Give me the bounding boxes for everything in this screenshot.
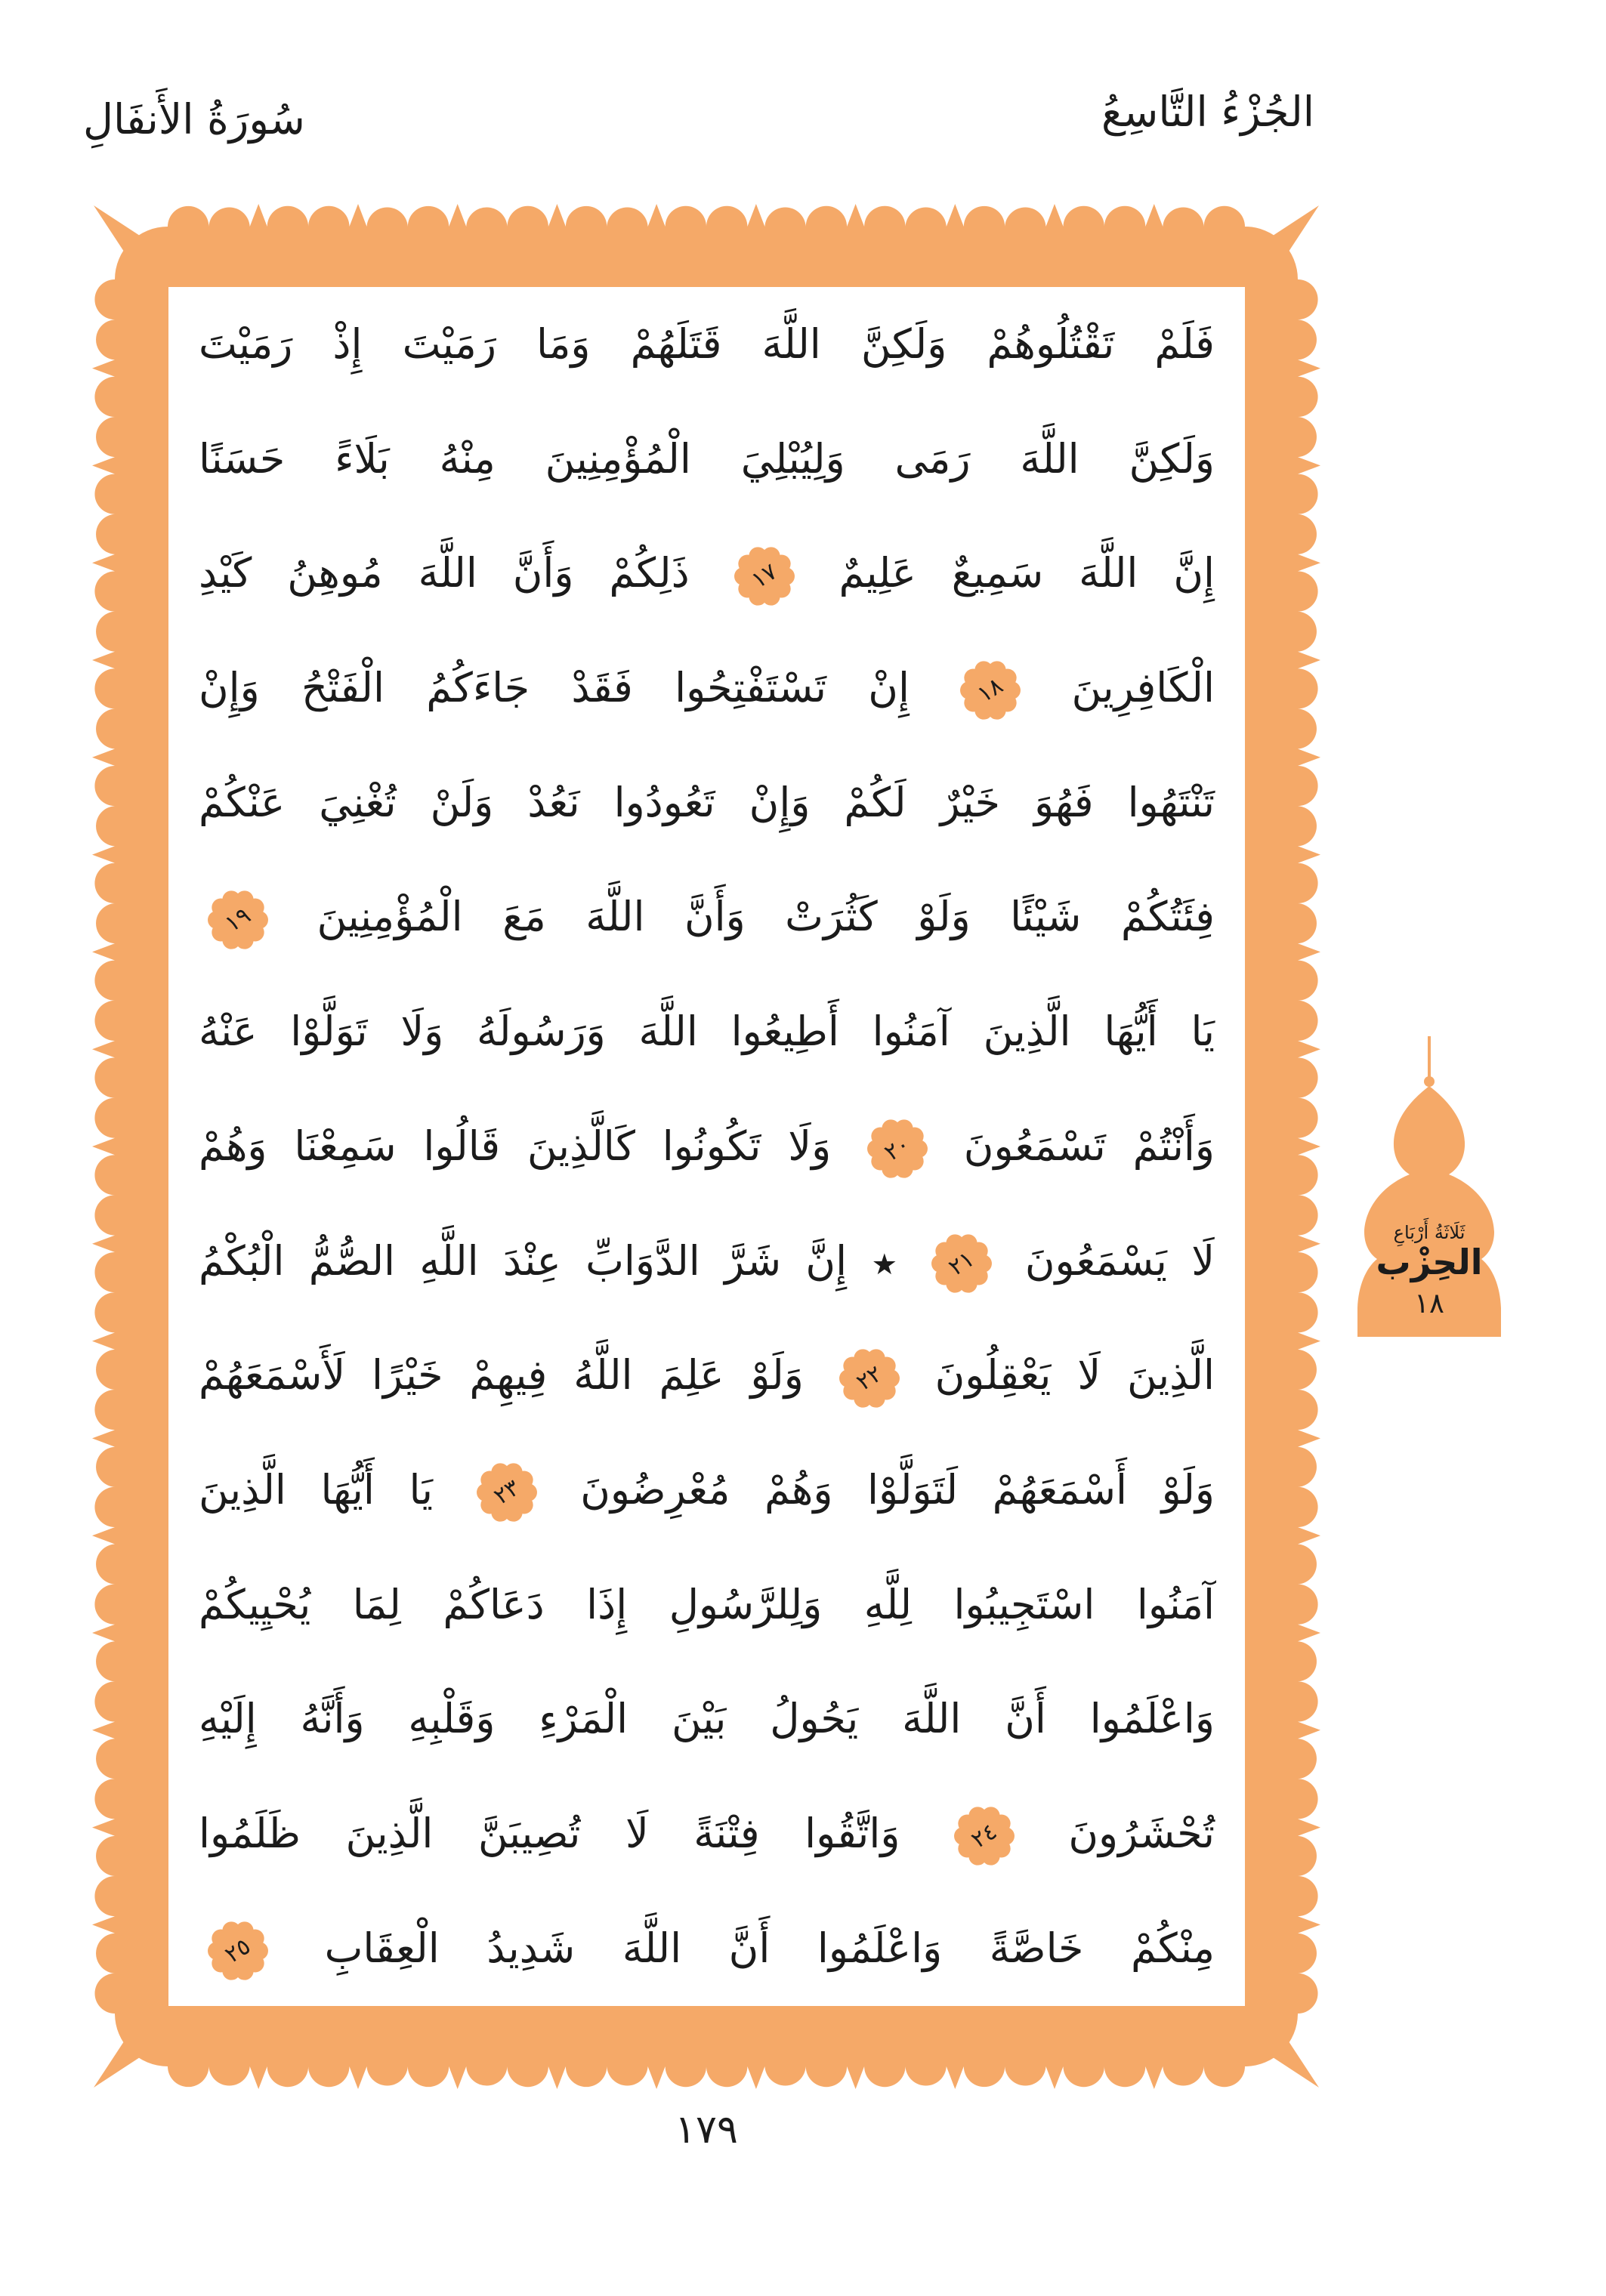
quran-text-segment: إِنَّ شَرَّ الدَّوَابِّ عِنْدَ اللَّهِ الصُّمُّ الْبُكْمُ bbox=[199, 1236, 872, 1285]
quran-text-segment: إِنَّ اللَّهَ سَمِيعٌ عَلِيمٌ bbox=[803, 549, 1215, 597]
quran-line-7 bbox=[168, 974, 1245, 1089]
ayah-number: ١٩ bbox=[220, 902, 256, 938]
rub-el-hizb-icon: ٭ bbox=[871, 1235, 898, 1291]
ayah-number: ١٧ bbox=[746, 558, 782, 594]
quran-line-3 bbox=[168, 516, 1245, 631]
quran-line-1 bbox=[168, 287, 1245, 402]
quran-text-segment: تَنْتَهُوا فَهُوَ خَيْرٌ لَكُمْ وَإِنْ تَعُودُوا نَعُدْ وَلَنْ تُغْنِيَ عَنْكُمْ bbox=[199, 778, 1215, 826]
quran-text-segment: لَا يَسْمَعُونَ bbox=[1000, 1236, 1215, 1285]
ayah-number-badge bbox=[203, 885, 273, 955]
quran-text-segment: يَا أَيُّهَا الَّذِينَ bbox=[199, 1465, 468, 1514]
quran-text-segment: مِنْكُمْ خَاصَّةً وَاعْلَمُوا أَنَّ اللَّهَ شَدِيدُ الْعِقَابِ bbox=[277, 1924, 1215, 1972]
quran-text-segment: فِئَتُكُمْ شَيْئًا وَلَوْ كَثُرَتْ وَأَنَّ اللَّهَ مَعَ الْمُؤْمِنِينَ bbox=[277, 893, 1215, 941]
ayah-number-badge bbox=[730, 542, 799, 611]
quran-line-11 bbox=[168, 1433, 1245, 1548]
ayah-number: ١٨ bbox=[973, 672, 1008, 708]
ayah-number: ٢١ bbox=[944, 1245, 979, 1282]
quran-text-block bbox=[168, 287, 1245, 2006]
ayah-number-badge bbox=[863, 1114, 932, 1183]
ayah-number: ٢٤ bbox=[966, 1818, 1002, 1854]
juz-name-header: الجُزْءُ التَّاسِعُ bbox=[1101, 88, 1314, 136]
quran-text-segment: وَلَوْ عَلِمَ اللَّهُ فِيهِمْ خَيْرًا لَأَسْمَعَهُمْ bbox=[199, 1351, 830, 1400]
quran-line-15 bbox=[168, 1891, 1245, 2006]
page-number: ١٧٩ bbox=[675, 2107, 738, 2152]
quran-text-segment: الَّذِينَ لَا يَعْقِلُونَ bbox=[908, 1351, 1215, 1400]
hizb-number: ١٨ bbox=[1414, 1287, 1444, 1319]
quran-text-segment: تُحْشَرُونَ bbox=[1023, 1809, 1215, 1857]
ayah-number-badge bbox=[203, 1916, 273, 1986]
quran-line-13 bbox=[168, 1662, 1245, 1776]
quran-text-segment: وَلَكِنَّ اللَّهَ رَمَى وَلِيُبْلِيَ الْمُؤْمِنِينَ مِنْهُ بَلَاءً حَسَنًا bbox=[199, 434, 1215, 483]
hizb-fraction: ثَلَاثَةُ أَرْبَاعِ bbox=[1393, 1222, 1465, 1243]
quran-line-6 bbox=[168, 859, 1245, 974]
quran-line-8 bbox=[168, 1089, 1245, 1204]
ayah-number-badge bbox=[956, 656, 1025, 725]
quran-text-segment: وَاعْلَمُوا أَنَّ اللَّهَ يَحُولُ بَيْنَ الْمَرْءِ وَقَلْبِهِ وَأَنَّهُ إِلَيْهِ bbox=[199, 1695, 1215, 1743]
quran-line-9 bbox=[168, 1204, 1245, 1319]
quran-text-segment: وَلَا تَكُونُوا كَالَّذِينَ قَالُوا سَمِعْنَا وَهُمْ bbox=[199, 1122, 858, 1170]
quran-line-5 bbox=[168, 745, 1245, 860]
ayah-number-badge bbox=[950, 1801, 1019, 1871]
hizb-marker bbox=[1354, 1036, 1504, 1340]
quran-line-10 bbox=[168, 1318, 1245, 1433]
surah-name-header: سُورَةُ الأَنفَالِ bbox=[83, 95, 305, 144]
quran-text-segment: ذَلِكُمْ وَأَنَّ اللَّهَ مُوهِنُ كَيْدِ bbox=[199, 549, 725, 597]
ayah-number: ٢٥ bbox=[220, 1933, 256, 1969]
quran-line-2 bbox=[168, 402, 1245, 517]
ayah-number: ٢٠ bbox=[879, 1131, 916, 1167]
quran-text-segment: إِنْ تَسْتَفْتِحُوا فَقَدْ جَاءَكُمُ الْفَتْحُ وَإِنْ bbox=[199, 664, 952, 712]
quran-text-segment: آمَنُوا اسْتَجِيبُوا لِلَّهِ وَلِلرَّسُولِ إِذَا دَعَاكُمْ لِمَا يُحْيِيكُمْ bbox=[199, 1580, 1215, 1628]
quran-text-segment: الْكَافِرِينَ bbox=[1030, 664, 1215, 712]
ayah-number-badge bbox=[835, 1344, 904, 1413]
quran-text-segment bbox=[897, 1237, 922, 1285]
quran-line-12 bbox=[168, 1548, 1245, 1662]
ayah-number-badge bbox=[472, 1458, 542, 1527]
quran-line-4 bbox=[168, 631, 1245, 745]
quran-text-segment: يَا أَيُّهَا الَّذِينَ آمَنُوا أَطِيعُوا اللَّهَ وَرَسُولَهُ وَلَا تَوَلَّوْا عَنْهُ bbox=[199, 1008, 1215, 1056]
ayah-number: ٢٣ bbox=[489, 1474, 524, 1511]
quran-text-segment: وَلَوْ أَسْمَعَهُمْ لَتَوَلَّوْا وَهُمْ مُعْرِضُونَ bbox=[545, 1465, 1215, 1514]
quran-text-segment: فَلَمْ تَقْتُلُوهُمْ وَلَكِنَّ اللَّهَ قَتَلَهُمْ وَمَا رَمَيْتَ إِذْ رَمَيْتَ bbox=[199, 320, 1215, 368]
quran-text-segment: وَأَنْتُمْ تَسْمَعُونَ bbox=[936, 1122, 1215, 1170]
ayah-number-badge bbox=[927, 1229, 996, 1298]
quran-line-14 bbox=[168, 1776, 1245, 1891]
hizb-label: الحِزْب bbox=[1376, 1242, 1483, 1282]
ayah-number: ٢٢ bbox=[851, 1360, 887, 1396]
quran-text-segment: وَاتَّقُوا فِتْنَةً لَا تُصِيبَنَّ الَّذِينَ ظَلَمُوا bbox=[199, 1809, 945, 1857]
